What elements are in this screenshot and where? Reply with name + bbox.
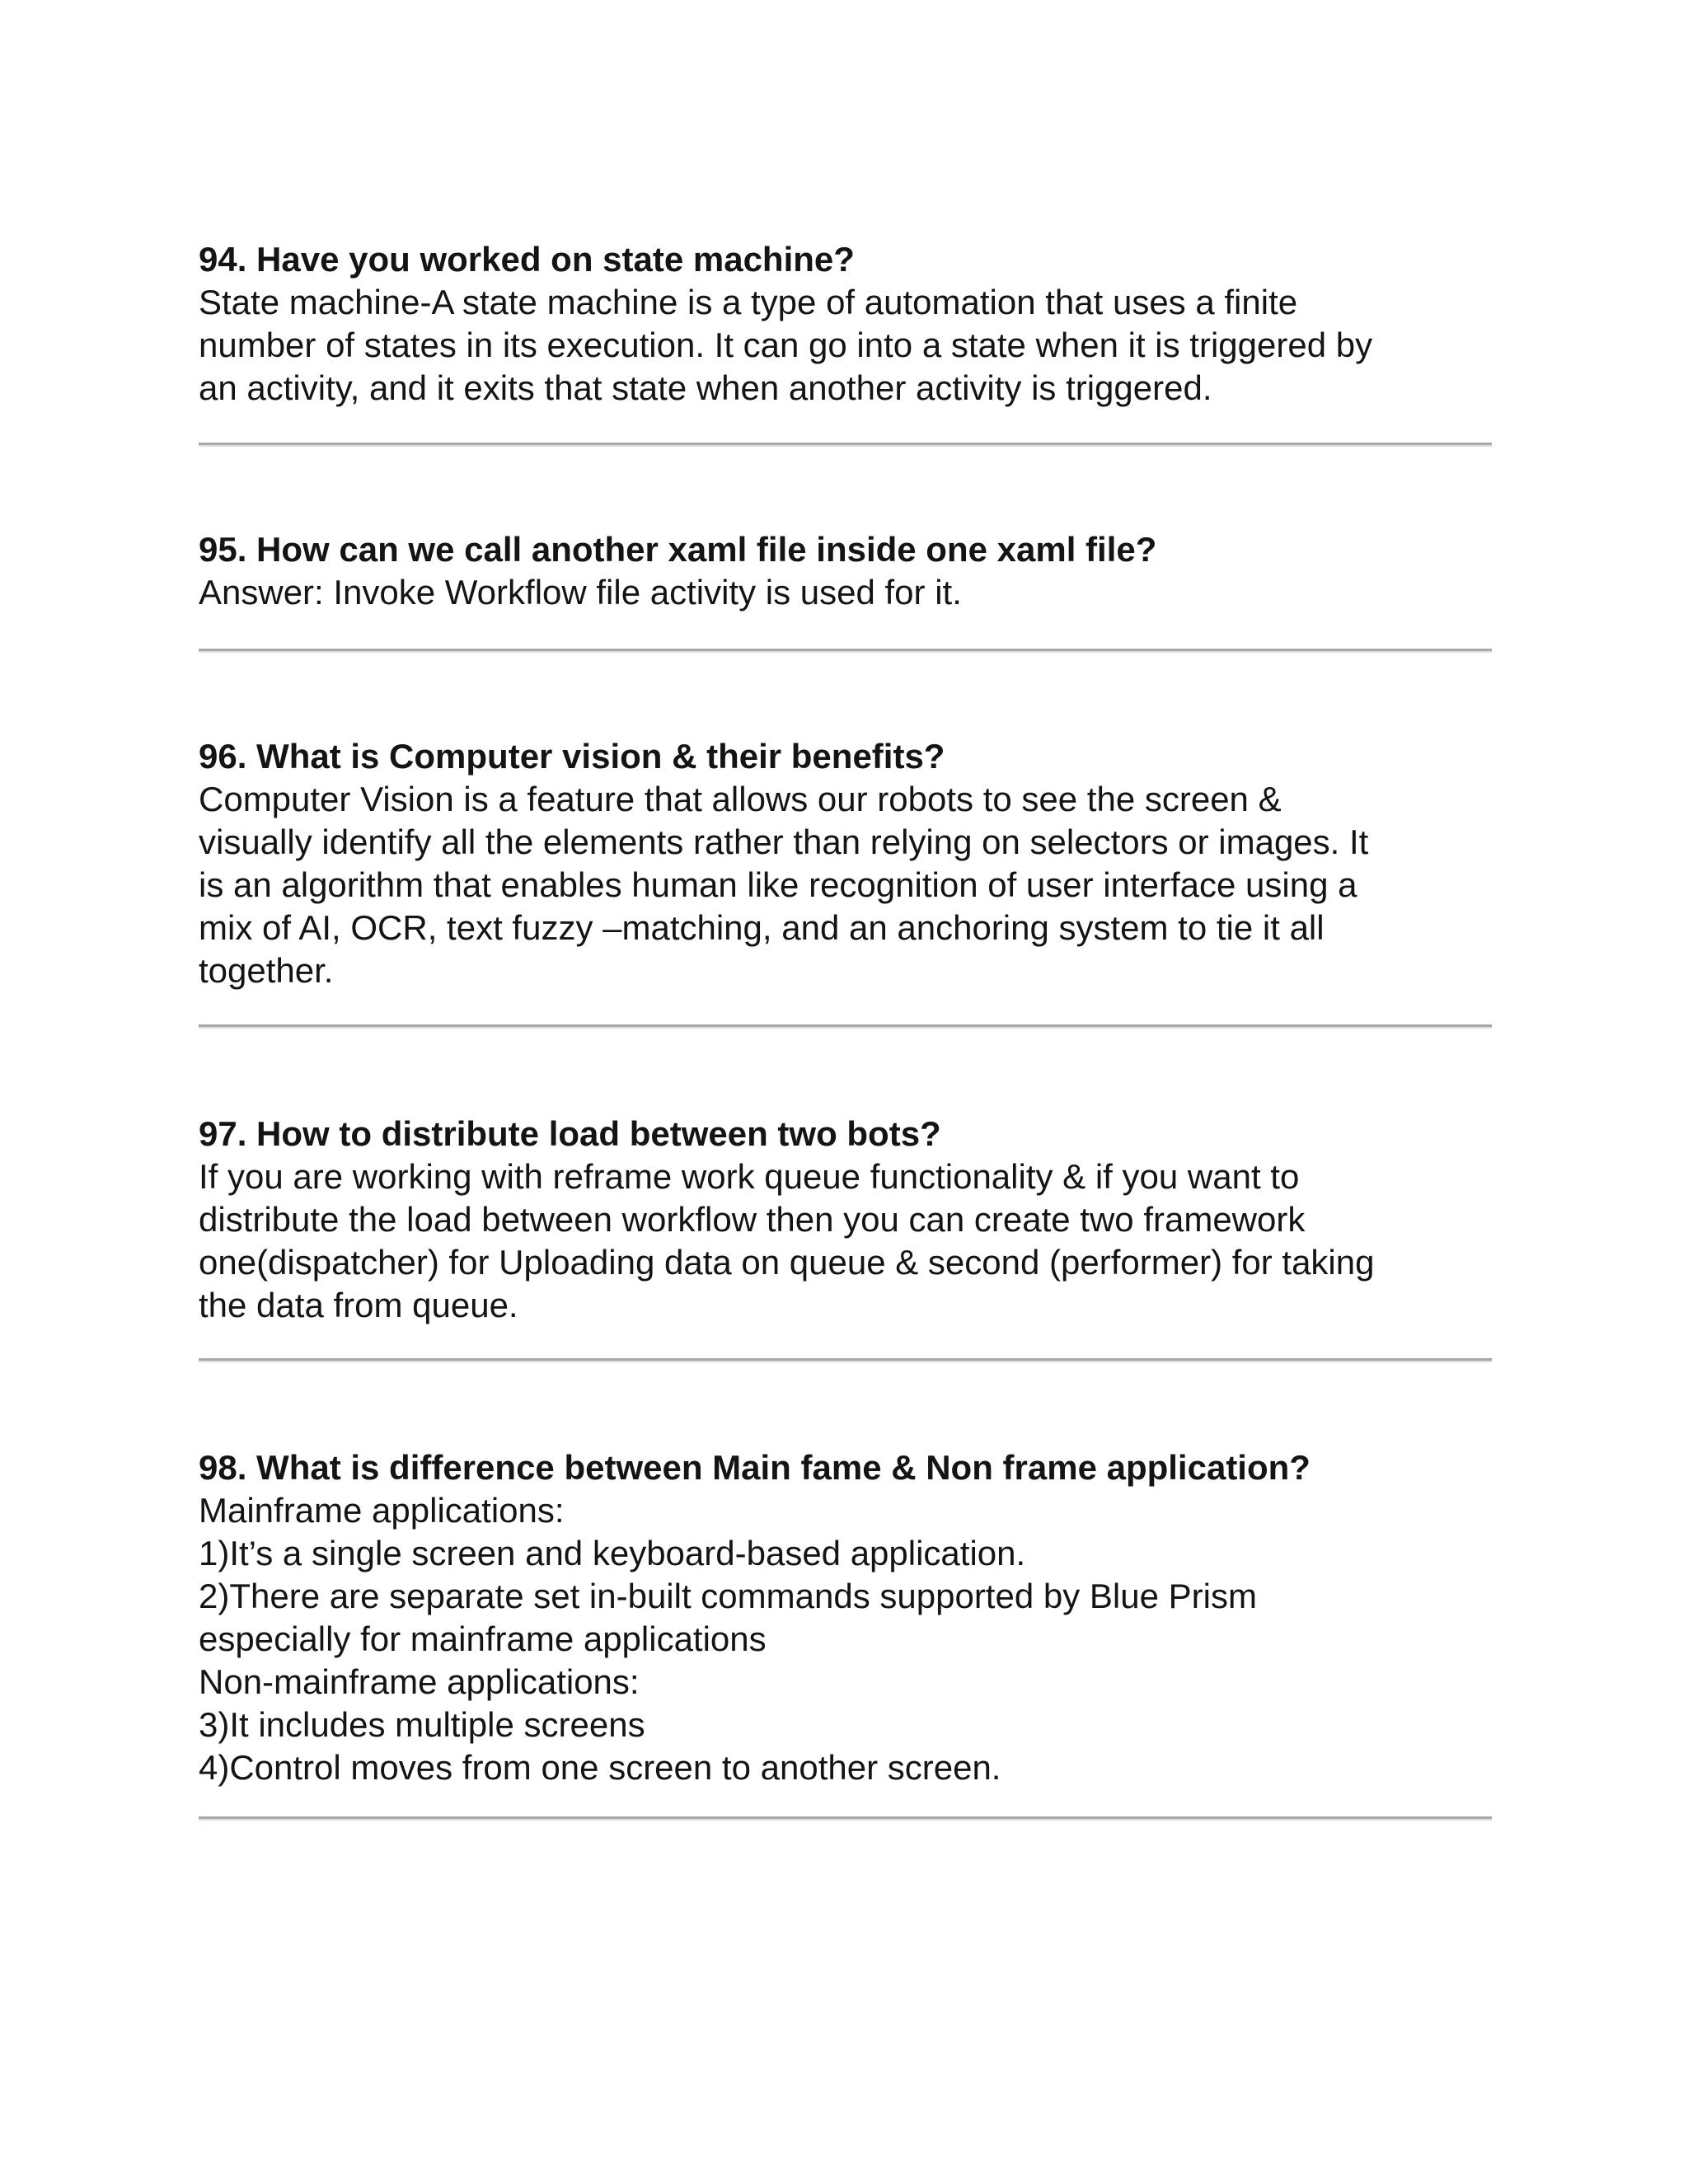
section-divider	[199, 1816, 1492, 1821]
question-heading: 97. How to distribute load between two bots?	[199, 1114, 941, 1153]
question-heading: 95. How can we call another xaml file inside one xaml file?	[199, 530, 1157, 569]
section-divider	[199, 443, 1492, 447]
qa-block-97	[199, 1113, 1491, 1327]
answer-line: Non-mainframe applications:	[199, 1662, 640, 1701]
question-heading: 98. What is difference between Main fame & Non frame application?	[199, 1448, 1311, 1487]
answer-line: one(dispatcher) for Uploading data on queue & second (performer) for taking	[199, 1243, 1375, 1282]
qa-block-95	[199, 528, 1491, 614]
answer-line: State machine-A state machine is a type of automation that uses a finite	[199, 283, 1298, 321]
answer-line: 3)It includes multiple screens	[199, 1705, 645, 1744]
answer-line: distribute the load between workflow then you can create two framework	[199, 1200, 1306, 1239]
question-heading: 96. What is Computer vision & their benefits?	[199, 737, 945, 776]
answer-line: Computer Vision is a feature that allows our robots to see the screen &	[199, 780, 1282, 818]
section-divider	[199, 1358, 1492, 1362]
answer-line: 1)It’s a single screen and keyboard-based application.	[199, 1534, 1026, 1572]
answer-line: number of states in its execution. It can go into a state when it is triggered by	[199, 326, 1373, 364]
answer-line: especially for mainframe applications	[199, 1619, 767, 1658]
answer-line: together.	[199, 951, 334, 990]
answer-line: an activity, and it exits that state when another activity is triggered.	[199, 368, 1212, 407]
answer-line: the data from queue.	[199, 1286, 518, 1324]
answer-line: Mainframe applications:	[199, 1491, 565, 1530]
qa-block-94	[199, 238, 1491, 410]
qa-block-96	[199, 735, 1491, 992]
answer-line: 4)Control moves from one screen to another screen.	[199, 1748, 1001, 1787]
answer-line: 2)There are separate set in-built commands supported by Blue Prism	[199, 1577, 1257, 1615]
answer-line: mix of AI, OCR, text fuzzy –matching, and an anchoring system to tie it all	[199, 908, 1325, 947]
answer-line: If you are working with reframe work queue functionality & if you want to	[199, 1157, 1300, 1196]
answer-line: visually identify all the elements rather than relying on selectors or images. It	[199, 823, 1369, 861]
question-heading: 94. Have you worked on state machine?	[199, 240, 855, 279]
answer-line: is an algorithm that enables human like recognition of user interface using a	[199, 865, 1357, 904]
section-divider	[199, 1024, 1492, 1029]
answer-line: Answer: Invoke Workflow file activity is used for it.	[199, 573, 962, 612]
section-divider	[199, 649, 1492, 653]
qa-block-98	[199, 1446, 1491, 1789]
